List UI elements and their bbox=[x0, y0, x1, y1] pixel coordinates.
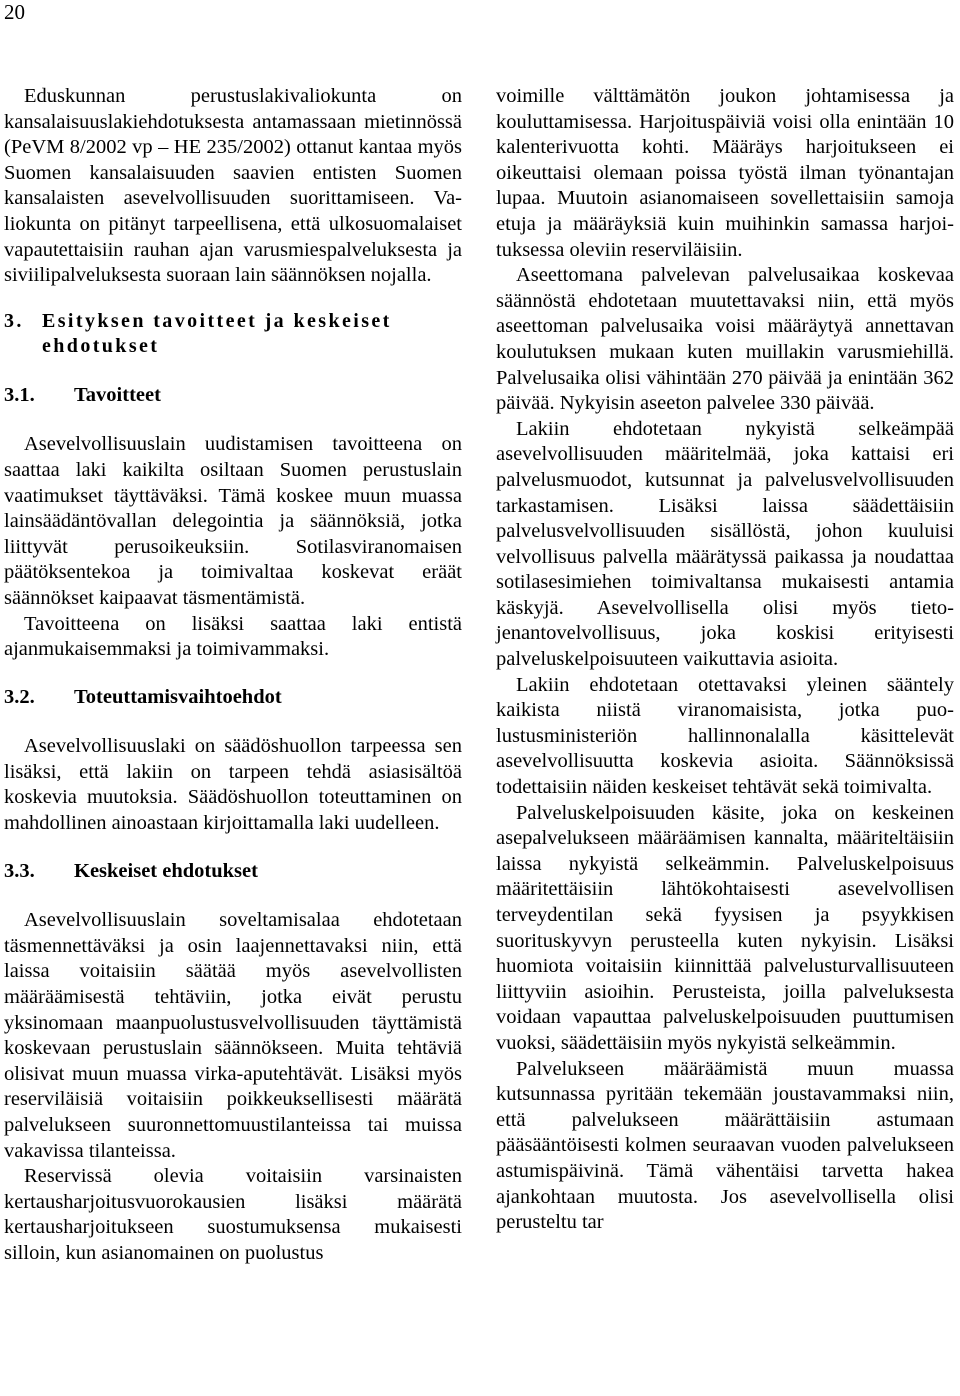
subsection-title: Toteuttamisvaihtoehdot bbox=[74, 685, 282, 708]
paragraph: Reservissä olevia voitaisiin varsinaisten kertausharjoitusvuorokausien lisäksi määrätä kertausharjoitukseen suostumuksensa mukaisesti silloin, kun asianomainen on puolustus bbox=[4, 1165, 462, 1264]
subsection-number: 3.2. bbox=[4, 685, 35, 708]
paragraph: voimille välttämätön joukon johtamisessa ja kouluttamisessa. Harjoituspäiviä voisi olla enintään 10 kalenterivuotta kohti. Määräys harjoitukseen ei oikeuttaisi olemaan poissa työstä ilman työnantajan lupaa. Muutoin asianomaiseen sovellettaisiin samoja etuja ja määräyksiä kuin muihinkin samassa harjoituksessa oleviin reserviläisiin. bbox=[496, 85, 954, 261]
subsection-number: 3.3. bbox=[4, 859, 35, 882]
section-number: 3. bbox=[4, 309, 24, 332]
right-column bbox=[496, 84, 954, 1236]
paragraph: Palveluskelpoisuuden käsite, joka on keskeinen asepalvelukseen määräämisen kannalta, määriteltäisiin laissa nykyistä selkeämmin. Palveluskelpoisuus määritettäisiin lähtökohtaisesti asevelvollisen terveydentilan sekä fyysisen ja psyykkisen suorituskyvyn perusteella kuten nykyisin. Lisäksi huomiota voitaisiin kiinnittää palvelusturvallisuuteen liittyviin asioihin. Perusteista, joilla palveluksesta voidaan vapauttaa palveluskelpoisuuden puuttumisen vuoksi, säädettäisiin myös nykyistä selkeämmin. bbox=[496, 801, 954, 1054]
subsection-3-1-heading bbox=[4, 383, 462, 409]
paragraph: Palvelukseen määräämistä muun muassa kutsunnassa pyritään tekemään joustavammaksi niin, että palvelukseen määrättäisiin astumaan pääsääntöisesti kolmen seuraavan vuoden palvelukseen astumispäivinä. Tämä vähentäisi tarvetta hakea ajankohtaan muutosta. Jos asevelvollisella olisi perusteltu tar bbox=[496, 1057, 954, 1234]
paragraph: Asevelvollisuuslaki on säädöshuollon tarpeessa sen lisäksi, että lakiin on tarpeen tehdä asiasisältöä koskevia muutoksia. Säädöshuollon toteuttaminen on mahdollinen ainoastaan kirjoittamalla laki uudelleen. bbox=[4, 735, 462, 835]
subsection-title: Tavoitteet bbox=[74, 383, 161, 406]
section-3-heading bbox=[4, 309, 462, 359]
subsection-3-3-heading bbox=[4, 859, 462, 885]
paragraph: Asevelvollisuuslain uudistamisen tavoitteena on saattaa laki kaikilta osiltaan Suomen perustuslain vaatimukset täyttäväksi. Tämä koskee muun muassa lainsäädäntövallan delegointia ja säännöksiä, jotka liittyvät perusoikeuksiin. Sotilasviranomaisen päätöksentekoa ja toimivaltaa koskevat eräät säännökset kaipaavat täsmentämistä. bbox=[4, 433, 462, 609]
paragraph: Asevelvollisuuslain soveltamisalaa ehdotetaan täsmennettäväksi ja osin laajennettavaksi niin, että laissa voitaisiin säätää myös asevelvollisten määräämisestä tehtäviin, jotka eivät perustu yksinomaan maanpuolustusvelvollisuuden täyttämistä koskevaan perustuslain säännökseen. Muita tehtäviä olisivat muun muassa virka-aputehtävät. Lisäksi myös reserviläisiä voitaisiin poikkeuksellisesti määrätä palvelukseen suuronnettomuustilanteissa tai muissa vakavissa tilanteissa. bbox=[4, 909, 462, 1162]
section-title: Esityksen tavoitteet ja keskeiset bbox=[42, 309, 392, 332]
paragraph: Lakiin ehdotetaan nykyistä selkeämpää asevelvollisuuden määritelmää, joka kattaisi eri palvelusmuodot, kutsunnat ja palvelusvelvollisuuden tarkastamisen. Lisäksi laissa säädettäisiin palvelusvelvollisuuden sisällöstä, johon kuuluisi velvollisuus palvella määrätyssä paikassa ja noudattaa sotilasesimiehen toimivaltansa mukaisesti antamia käskyjä. Asevelvollisella olisi myös tietojenantovelvollisuus, joka koskisi erityisesti palveluskelpoisuuteen vaikuttavia asioita. bbox=[496, 417, 954, 671]
paragraph: Tavoitteena on lisäksi saattaa laki entistä ajanmukaisemmaksi ja toimivammaksi. bbox=[4, 612, 462, 661]
paragraph: Aseettomana palvelevan palvelusaikaa koskevaa säännöstä ehdotetaan muutettavaksi niin, että myös aseettoman palvelusaika voisi määräytyä annettavan koulutuksen mukaan kuten muillakin varusmiehillä. Palvelusaika olisi vähintään 270 päivää ja enintään 362 päivää. Nykyisin aseeton palvelee 330 päivää. bbox=[496, 264, 954, 415]
paragraph: Lakiin ehdotetaan otettavaksi yleinen sääntely kaikista niistä viranomaisista, jotka puolustusministeriön hallinnonalalla käsittelevät asevelvollisuutta koskevia asioita. Säännöksissä todettaisiin näiden keskeiset tehtävät sekä toimivalta. bbox=[496, 673, 954, 799]
subsection-3-2-heading bbox=[4, 685, 462, 711]
subsection-title: Keskeiset ehdotukset bbox=[74, 859, 258, 882]
section-title-continued: ehdotukset bbox=[42, 334, 160, 357]
subsection-number: 3.1. bbox=[4, 383, 35, 406]
intro-paragraph: Eduskunnan perustuslakivaliokunta on kansalaisuuslakiehdotuksesta antamassaan mietinnössä (PeVM 8/2002 vp – HE 235/2002) ottanut kantaa myös Suomen kansalaisuuden saavien entisten Suomen kansalaisten asevelvollisuuden suorittamiseen. Valiokunta on pitänyt tarpeellisena, että ulkosuomalaiset vapautettaisiin rauhan ajan varusmiespalveluksesta ja siviilipalveluksesta suoraan lain säännöksen nojalla. bbox=[4, 85, 462, 287]
page-number: 20 bbox=[4, 0, 25, 24]
left-column bbox=[4, 84, 462, 1267]
